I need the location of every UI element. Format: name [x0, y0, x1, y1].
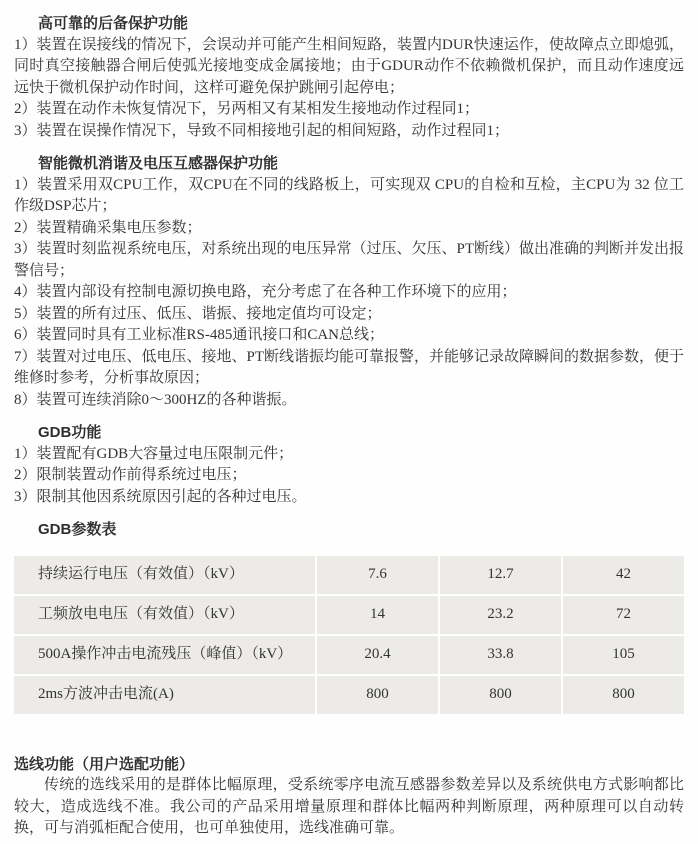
- section-backup-protection: [14, 13, 684, 142]
- table-row: [14, 596, 684, 634]
- section-heading: 高可靠的后备保护功能: [38, 15, 189, 32]
- section-gdb-function: [14, 422, 684, 508]
- list-item: 2）装置在动作未恢复情况下，另两相又有某相发生接地动作过程同1；: [14, 101, 480, 117]
- paragraph: 传统的选线采用的是群体比幅原理，受系统零序电流互感器参数差异以及系统供电方式影响都比较大，造成选线不准。我公司的产品采用增量原理和群体比幅两种判断原理，两种原理可以自动转换，可与消弧柜配合使用，也可单独使用，选线准确可靠。: [14, 777, 684, 836]
- section-harmonic-elimination: [14, 153, 684, 411]
- list-item: 3）装置在误操作情况下，导致不同相接地引起的相间短路，动作过程同1；: [14, 122, 510, 139]
- row-value: 23.2: [440, 596, 561, 634]
- table-title: GDB参数表: [38, 521, 117, 538]
- list-item: 1）装置配有GDB大容量过电压限制元件；: [14, 445, 294, 462]
- row-value: 800: [563, 676, 684, 714]
- row-value: 42: [563, 556, 684, 594]
- gdb-parameter-table: [14, 556, 684, 714]
- list-item: 3）装置时刻监视系统电压，对系统出现的电压异常（过压、欠压、PT断线）做出准确的判断并发出报警信号；: [14, 241, 685, 279]
- row-value: 14: [317, 596, 438, 634]
- list-item: 3）限制其他因系统原因引起的各种过电压。: [14, 488, 307, 505]
- row-label: 500A操作冲击电流残压（峰值）（kV）: [14, 636, 315, 674]
- row-value: 7.6: [317, 556, 438, 594]
- section-line-selection: [14, 754, 684, 840]
- row-value: 800: [317, 676, 438, 714]
- row-value: 72: [563, 596, 684, 634]
- list-item: 5）装置的所有过压、低压、谐振、接地定值均可设定；: [14, 305, 382, 322]
- list-item: 6）装置同时具有工业标准RS-485通讯接口和CAN总线；: [14, 327, 385, 343]
- row-value: 12.7: [440, 556, 561, 594]
- section-heading: GDB功能: [38, 424, 102, 441]
- table-row: [14, 636, 684, 674]
- list-item: 1）装置采用双CPU工作，双CPU在不同的线路板上，可实现双 CPU的自检和互检，主CPU为 32 位工作级DSP芯片；: [14, 176, 684, 214]
- list-item: 8）装置可连续消除0～300HZ的各种谐振。: [14, 391, 297, 408]
- section-gdb-parameters: [14, 519, 684, 714]
- row-label: 2ms方波冲击电流(A): [14, 676, 315, 714]
- row-value: 105: [563, 636, 684, 674]
- row-label: 持续运行电压（有效值）（kV）: [14, 556, 315, 594]
- row-value: 20.4: [317, 636, 438, 674]
- row-value: 33.8: [440, 636, 561, 674]
- list-item: 4）装置内部设有控制电源切换电路，充分考虑了在各种工作环境下的应用；: [14, 284, 517, 300]
- table-row: [14, 556, 684, 594]
- section-heading: 选线功能（用户选配功能）: [14, 755, 195, 773]
- list-item: 7）装置对过电压、低电压、接地、PT断线谐振均能可靠报警，并能够记录故障瞬间的数据参数，便于维修时参考，分析事故原因；: [14, 348, 685, 386]
- table-row: [14, 676, 684, 714]
- row-label: 工频放电电压（有效值）（kV）: [14, 596, 315, 634]
- list-item: 2）装置精确采集电压参数；: [14, 219, 202, 236]
- list-item: 1）装置在误接线的情况下，会误动并可能产生相间短路，装置内DUR快速运作，使故障点立即熄弧，同时真空接触器合闸后使弧光接地变成金属接地；由于GDUR动作不依赖微机保护，而且动作速度远远快于微机保护动作时间，这样可避免保护跳闸引起停电；: [14, 36, 684, 96]
- row-value: 800: [440, 676, 561, 714]
- section-heading: 智能微机消谐及电压互感器保护功能: [38, 155, 279, 172]
- list-item: 2）限制装置动作前得系统过电压；: [14, 467, 247, 483]
